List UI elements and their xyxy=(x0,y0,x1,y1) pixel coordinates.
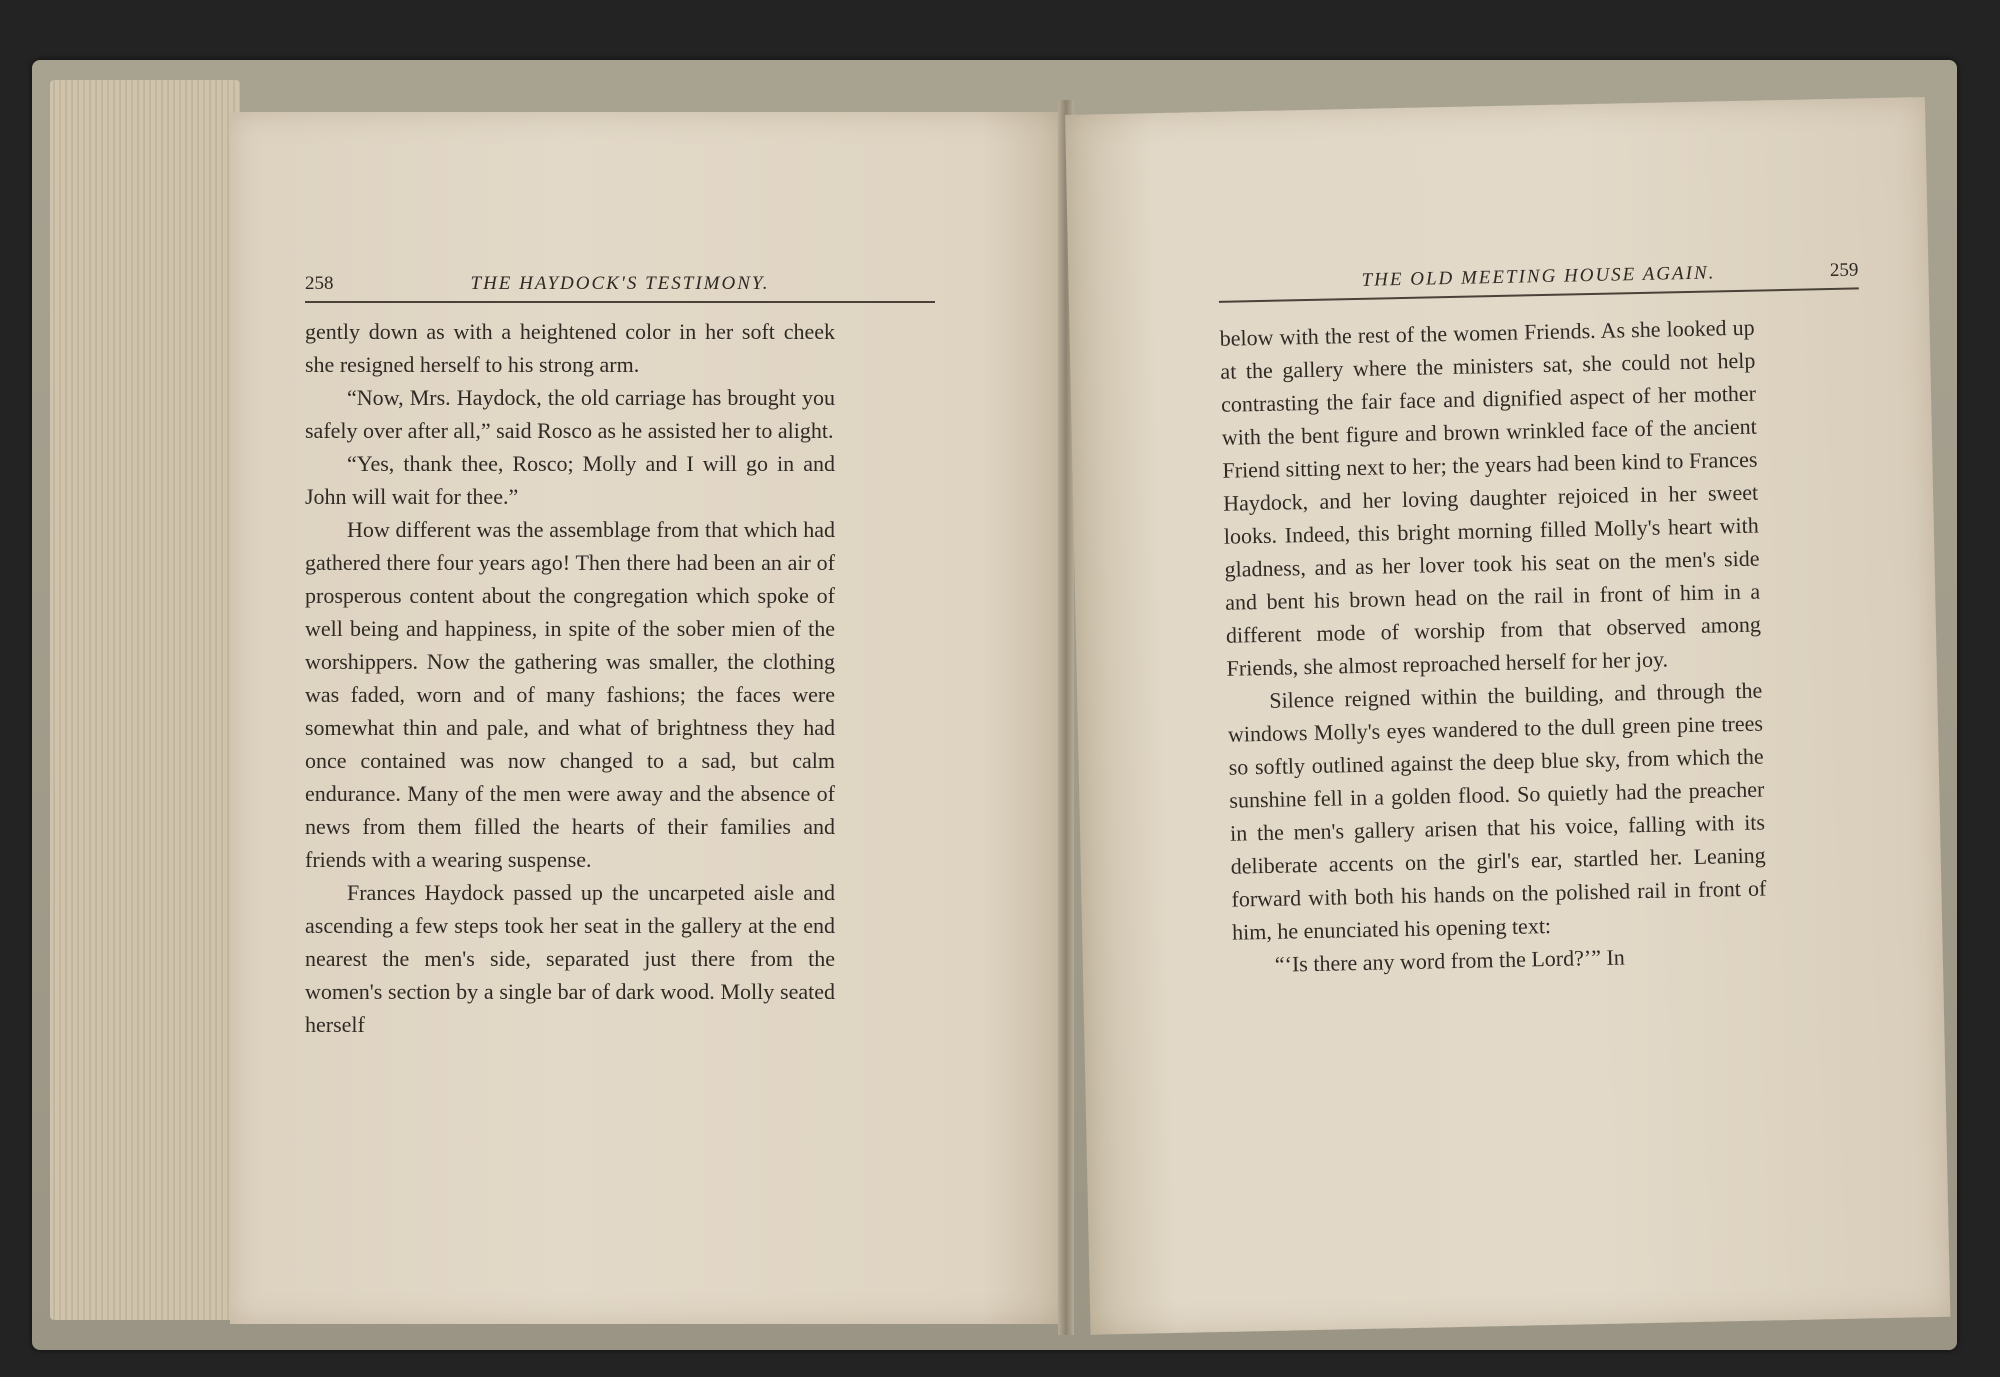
right-running-title: THE OLD MEETING HOUSE AGAIN. xyxy=(1361,262,1716,291)
left-running-title: THE HAYDOCK'S TESTIMONY. xyxy=(470,273,770,294)
paragraph: “Yes, thank thee, Rosco; Molly and I will go in and John will wait for thee.” xyxy=(305,451,835,509)
left-page-text xyxy=(305,315,835,1041)
paragraph: Silence reigned within the building, and through the windows Molly's eyes wandered to the dull green pine trees so softly outlined against the deep blue sky, from which the sunshine fell in a golden flood. So quietly had the preacher in the men's gallery arisen that his voice, falling with its deliberate accents on the girl's ear, startled her. Leaning forward with both his hands on the polished rail in front of him, he enunciated his opening text: xyxy=(1227,677,1767,945)
right-page-header xyxy=(1218,253,1859,302)
paragraph: How different was the assemblage from that which had gathered there four years ago! Then there had been an air of prosperous content about the congregation which spoke of well being and happiness, in spite of the sober mien of the worshippers. Now the gathering was smaller, the clothing was faded, worn and of many fashions; the faces were somewhat thin and pale, and what of brightness they had once contained was now changed to a sad, but calm endurance. Many of the men were away and the absence of news from them filled the hearts of their families and friends with a wearing suspense. xyxy=(305,517,835,872)
page-edges xyxy=(50,80,240,1320)
left-page-header xyxy=(305,267,935,303)
paragraph: Frances Haydock passed up the uncarpeted aisle and ascending a few steps took her seat in the gallery at the end nearest the men's side, separated just there from the women's section by a single bar of dark wood. Molly seated herself xyxy=(305,880,835,1037)
paragraph: “Now, Mrs. Haydock, the old carriage has brought you safely over after all,” said Rosco as he assisted her to alight. xyxy=(305,385,835,443)
right-page-number: 259 xyxy=(1829,259,1859,282)
paragraph: “‘Is there any word from the Lord?’” In xyxy=(1274,944,1626,977)
right-page xyxy=(1065,97,1950,1335)
left-page-number: 258 xyxy=(305,273,334,294)
paragraph: below with the rest of the women Friends. As she looked up at the gallery where the ministers sat, she could not help contrasting the fair face and dignified aspect of her mother with the bent figure and brown wrinkled face of the ancient Friend sitting next to her; the years had been kind to Frances Haydock, and her loving daughter rejoiced in her sweet looks. Indeed, this bright morning filled Molly's heart with gladness, and as her lover took his seat on the men's side and bent his brown head on the rail in front of him in a different mode of worship from that observed among Friends, she almost reproached herself for her joy. xyxy=(1219,314,1762,681)
paragraph: gently down as with a heightened color in her soft cheek she resigned herself to his strong arm. xyxy=(305,319,835,377)
right-page-text xyxy=(1219,311,1768,982)
left-page xyxy=(230,112,1065,1324)
